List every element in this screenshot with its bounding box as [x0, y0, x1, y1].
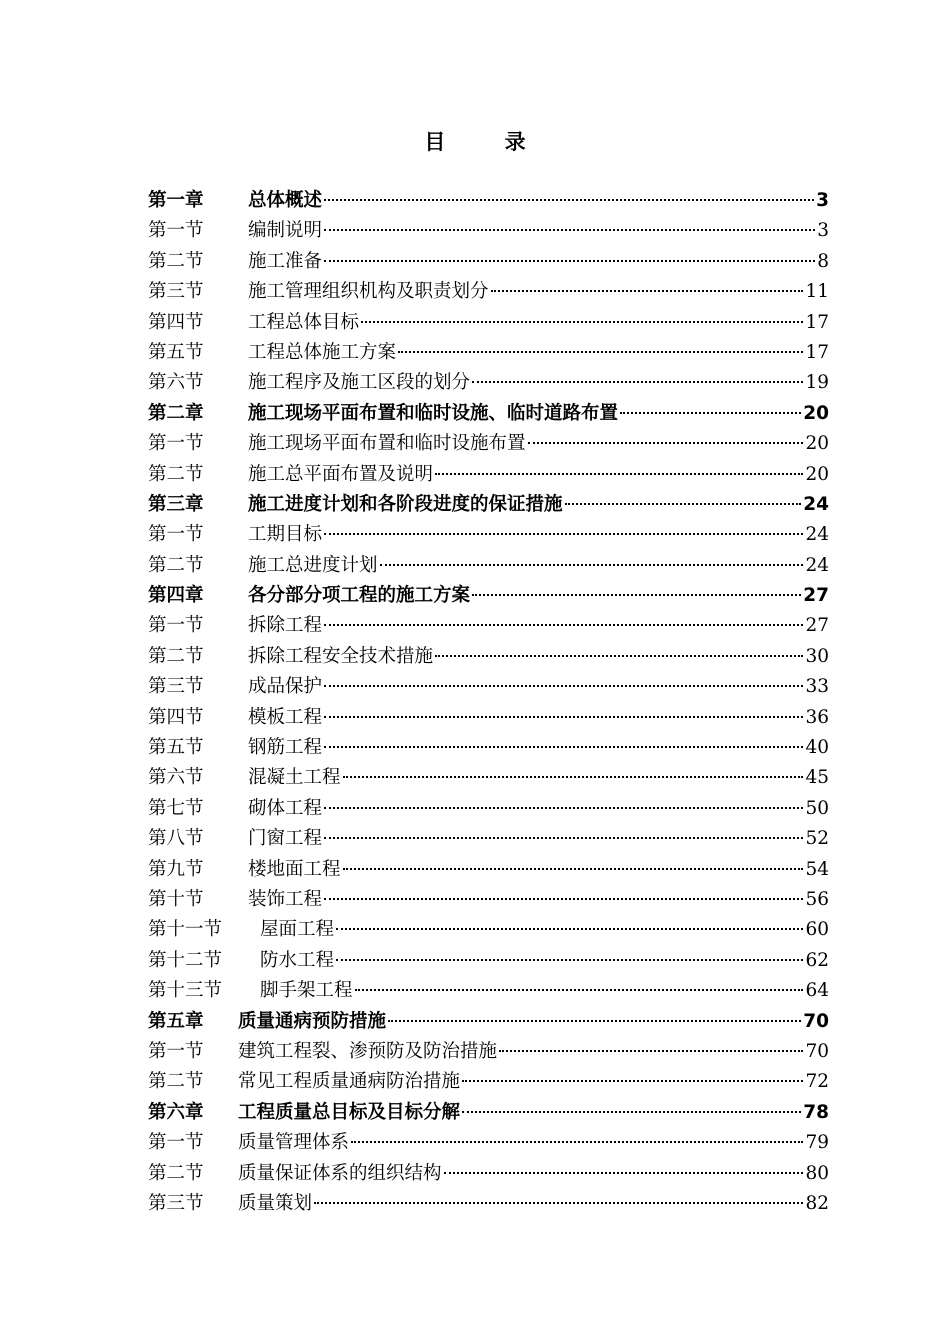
toc-page-number: 3	[817, 220, 829, 242]
toc-page-number: 20	[805, 463, 829, 485]
toc-entry-title: 质量策划	[238, 1192, 313, 1214]
toc-section-entry[interactable]	[148, 1189, 829, 1219]
toc-entry-title: 钢筋工程	[248, 737, 323, 759]
toc-entry-title: 施工现场平面布置和临时设施、临时道路布置	[248, 402, 619, 424]
toc-entry-title: 施工管理组织机构及职责划分	[248, 281, 489, 303]
toc-entry-number: 第四节	[148, 311, 204, 333]
toc-page-number: 78	[803, 1101, 829, 1123]
toc-entry-number: 第二节	[148, 250, 204, 272]
toc-entry-number: 第二节	[148, 1071, 204, 1093]
toc-entry-number: 第二章	[148, 402, 204, 424]
toc-entry-title: 屋面工程	[260, 919, 335, 941]
toc-page-number: 3	[816, 190, 829, 211]
toc-entry-title: 施工总平面布置及说明	[248, 463, 434, 485]
toc-entry-title: 模板工程	[248, 706, 323, 728]
toc-page-number: 20	[803, 402, 829, 424]
toc-section-entry[interactable]	[148, 976, 829, 1006]
toc-section-entry[interactable]	[148, 216, 829, 246]
toc-dot-leader	[620, 411, 801, 414]
toc-section-entry[interactable]	[148, 885, 829, 915]
toc-entry-title: 工程总体施工方案	[248, 341, 397, 363]
toc-dot-leader	[491, 289, 804, 292]
toc-entry-number: 第一节	[148, 615, 204, 637]
toc-dot-leader	[336, 958, 803, 961]
toc-page-number: 30	[805, 645, 829, 667]
toc-page-number: 27	[803, 585, 829, 607]
toc-entry-title: 建筑工程裂、渗预防及防治措施	[238, 1040, 498, 1062]
toc-dot-leader	[435, 654, 803, 657]
toc-entry-number: 第二节	[148, 463, 204, 485]
toc-dot-leader	[324, 745, 803, 748]
toc-entry-title: 施工现场平面布置和临时设施布置	[248, 433, 526, 455]
toc-section-entry[interactable]	[148, 763, 829, 793]
toc-dot-leader	[324, 623, 803, 626]
toc-entry-number: 第一节	[148, 1132, 204, 1154]
toc-dot-leader	[324, 836, 803, 839]
toc-entry-title: 工程质量总目标及目标分解	[238, 1101, 461, 1123]
toc-dot-leader	[398, 350, 803, 353]
toc-page-number: 11	[805, 281, 829, 303]
toc-entry-number: 第十节	[148, 888, 204, 910]
toc-entry-title: 防水工程	[260, 949, 335, 971]
toc-page-number: 27	[805, 615, 829, 637]
toc-section-entry[interactable]	[148, 855, 829, 885]
toc-entry-number: 第十三节	[148, 980, 223, 1002]
toc-entry-title: 质量通病预防措施	[238, 1010, 387, 1032]
toc-entry-number: 第一节	[148, 1040, 204, 1062]
toc-page-number: 40	[805, 737, 829, 759]
toc-page-number: 24	[805, 524, 829, 546]
toc-entry-title: 各分部分项工程的施工方案	[248, 585, 471, 607]
toc-page-number: 70	[805, 1040, 829, 1062]
toc-entry-number: 第三节	[148, 1192, 204, 1214]
toc-entry-number: 第三节	[148, 281, 204, 303]
toc-section-entry[interactable]	[148, 551, 829, 581]
toc-entry-number: 第六章	[148, 1101, 204, 1123]
toc-entry-number: 第二节	[148, 554, 204, 576]
toc-dot-leader	[324, 259, 815, 262]
toc-section-entry[interactable]	[148, 611, 829, 641]
toc-entry-title: 门窗工程	[248, 828, 323, 850]
toc-page-number: 20	[805, 433, 829, 455]
toc-entry-title: 楼地面工程	[248, 858, 341, 880]
table-of-contents	[148, 186, 829, 1219]
toc-entry-number: 第一节	[148, 524, 204, 546]
toc-entry-number: 第一节	[148, 220, 204, 242]
toc-section-entry[interactable]	[148, 1037, 829, 1067]
toc-page-number: 45	[805, 767, 829, 789]
toc-page-number: 79	[805, 1132, 829, 1154]
toc-section-entry[interactable]	[148, 672, 829, 702]
toc-dot-leader	[565, 502, 802, 505]
toc-dot-leader	[435, 472, 803, 475]
toc-dot-leader	[314, 1201, 803, 1204]
toc-entry-title: 施工准备	[248, 250, 323, 272]
toc-section-entry[interactable]	[148, 338, 829, 368]
toc-dot-leader	[361, 320, 803, 323]
toc-entry-title: 混凝土工程	[248, 767, 341, 789]
toc-dot-leader	[528, 441, 804, 444]
toc-entry-title: 编制说明	[248, 220, 323, 242]
toc-page-number: 64	[805, 980, 829, 1002]
toc-section-entry[interactable]	[148, 308, 829, 338]
toc-section-entry[interactable]	[148, 1067, 829, 1097]
toc-entry-title: 质量保证体系的组织结构	[238, 1162, 442, 1184]
toc-dot-leader	[462, 1110, 801, 1113]
toc-page-number: 36	[805, 706, 829, 728]
toc-page-number: 54	[805, 858, 829, 880]
toc-dot-leader	[343, 775, 804, 778]
toc-entry-number: 第六节	[148, 767, 204, 789]
toc-entry-number: 第五章	[148, 1010, 204, 1032]
toc-page-number: 17	[805, 341, 829, 363]
toc-entry-number: 第三章	[148, 493, 204, 515]
toc-entry-number: 第七节	[148, 797, 204, 819]
toc-entry-number: 第一节	[148, 433, 204, 455]
toc-entry-number: 第八节	[148, 828, 204, 850]
toc-entry-title: 施工总进度计划	[248, 554, 378, 576]
toc-entry-number: 第一章	[148, 190, 204, 211]
toc-dot-leader	[472, 380, 803, 383]
toc-page-number: 24	[805, 554, 829, 576]
toc-page-number: 56	[805, 888, 829, 910]
toc-chapter-entry[interactable]	[148, 490, 829, 520]
toc-chapter-entry[interactable]	[148, 399, 829, 429]
toc-page-number: 60	[805, 919, 829, 941]
toc-entry-title: 常见工程质量通病防治措施	[238, 1071, 461, 1093]
toc-page-number: 62	[805, 949, 829, 971]
toc-dot-leader	[444, 1171, 804, 1174]
toc-dot-leader	[388, 1019, 801, 1022]
toc-section-entry[interactable]	[148, 703, 829, 733]
toc-section-entry[interactable]	[148, 915, 829, 945]
toc-dot-leader	[324, 897, 803, 900]
toc-entry-number: 第九节	[148, 858, 204, 880]
toc-dot-leader	[462, 1079, 803, 1082]
toc-chapter-entry[interactable]	[148, 1098, 829, 1128]
toc-dot-leader	[336, 927, 803, 930]
toc-dot-leader	[343, 867, 804, 870]
toc-chapter-entry[interactable]	[148, 186, 829, 216]
toc-section-entry[interactable]	[148, 368, 829, 398]
toc-dot-leader	[499, 1049, 803, 1052]
toc-dot-leader	[324, 198, 814, 201]
toc-dot-leader	[472, 593, 801, 596]
toc-section-entry[interactable]	[148, 824, 829, 854]
toc-entry-title: 脚手架工程	[260, 980, 353, 1002]
toc-section-entry[interactable]	[148, 1159, 829, 1189]
toc-entry-title: 成品保护	[248, 676, 323, 698]
toc-section-entry[interactable]	[148, 429, 829, 459]
toc-dot-leader	[324, 684, 803, 687]
toc-page-number: 17	[805, 311, 829, 333]
toc-entry-title: 拆除工程	[248, 615, 323, 637]
toc-entry-number: 第五节	[148, 737, 204, 759]
toc-entry-number: 第五节	[148, 341, 204, 363]
toc-dot-leader	[380, 563, 804, 566]
toc-section-entry[interactable]	[148, 1128, 829, 1158]
toc-entry-number: 第二节	[148, 1162, 204, 1184]
toc-entry-number: 第六节	[148, 372, 204, 394]
toc-page-number: 19	[805, 372, 829, 394]
toc-entry-number: 第三节	[148, 676, 204, 698]
toc-dot-leader	[324, 715, 803, 718]
toc-entry-title: 工期目标	[248, 524, 323, 546]
toc-section-entry[interactable]	[148, 946, 829, 976]
toc-page-number: 52	[805, 828, 829, 850]
toc-section-entry[interactable]	[148, 460, 829, 490]
toc-section-entry[interactable]	[148, 733, 829, 763]
toc-entry-title: 总体概述	[248, 190, 323, 211]
toc-page-number: 80	[805, 1162, 829, 1184]
toc-dot-leader	[355, 988, 804, 991]
toc-page-number: 50	[805, 797, 829, 819]
toc-dot-leader	[324, 228, 815, 231]
toc-entry-number: 第四章	[148, 585, 204, 607]
toc-page-number: 8	[817, 250, 829, 272]
toc-section-entry[interactable]	[148, 247, 829, 277]
toc-section-entry[interactable]	[148, 277, 829, 307]
toc-dot-leader	[324, 532, 803, 535]
toc-section-entry[interactable]	[148, 642, 829, 672]
page-title: 目 录	[424, 130, 552, 154]
toc-page-number: 82	[805, 1192, 829, 1214]
toc-entry-number: 第十一节	[148, 919, 223, 941]
toc-page-number: 72	[805, 1071, 829, 1093]
toc-entry-number: 第十二节	[148, 949, 223, 971]
toc-page-number: 24	[803, 493, 829, 515]
toc-entry-number: 第四节	[148, 706, 204, 728]
toc-entry-title: 施工程序及施工区段的划分	[248, 372, 471, 394]
toc-page-number: 70	[803, 1010, 829, 1032]
toc-entry-title: 施工进度计划和各阶段进度的保证措施	[248, 493, 563, 515]
toc-chapter-entry[interactable]	[148, 1007, 829, 1037]
toc-section-entry[interactable]	[148, 520, 829, 550]
toc-entry-title: 装饰工程	[248, 888, 323, 910]
toc-entry-title: 砌体工程	[248, 797, 323, 819]
toc-entry-title: 工程总体目标	[248, 311, 360, 333]
toc-entry-title: 质量管理体系	[238, 1132, 350, 1154]
toc-section-entry[interactable]	[148, 794, 829, 824]
toc-chapter-entry[interactable]	[148, 581, 829, 611]
toc-page-number: 33	[805, 676, 829, 698]
toc-dot-leader	[324, 806, 803, 809]
toc-dot-leader	[351, 1140, 803, 1143]
toc-entry-number: 第二节	[148, 645, 204, 667]
toc-entry-title: 拆除工程安全技术措施	[248, 645, 434, 667]
